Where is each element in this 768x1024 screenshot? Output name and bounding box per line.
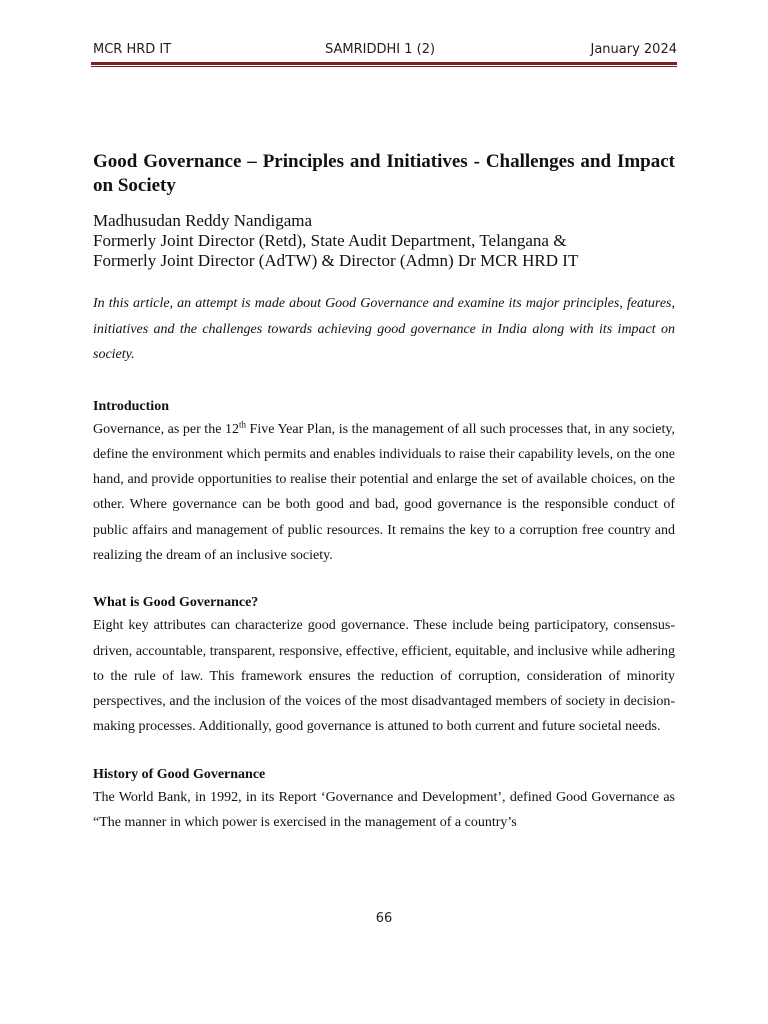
- author-affiliation-1: Formerly Joint Director (Retd), State Audit Department, Telangana &: [93, 231, 567, 250]
- article-abstract: In this article, an attempt is made about Good Governance and examine its major principles, features, initiatives and the challenges towards achieving good governance in India along with its impact on society.: [93, 296, 675, 362]
- header-date: January 2024: [590, 42, 677, 57]
- article-title: Good Governance – Principles and Initiatives - Challenges and Impact on Society: [93, 151, 675, 196]
- section-heading-introduction: Introduction: [93, 398, 169, 414]
- history-paragraph: The World Bank, in 1992, in its Report ‘Governance and Development’, defined Good Governance as “The manner in which power is exercised in the management of a country’s: [93, 789, 675, 831]
- section-heading-what-is: What is Good Governance?: [93, 595, 259, 611]
- what-is-paragraph: Eight key attributes can characterize good governance. These include being participatory, consensus-driven, accountable, transparent, responsive, effective, efficient, equitable, and inclusive while adhering to the rule of law. This framework ensures the reduction of corruption, consideration of minority perspectives, and the inclusion of the voices of the most disadvantaged members of society in decision-making processes. Additionally, good governance is attuned to both current and future societal needs.: [93, 618, 675, 735]
- section-what-is-good-governance: [93, 593, 675, 739]
- header-journal-issue: SAMRIDDHI 1 (2): [325, 42, 436, 57]
- header-rule-thick: [91, 62, 677, 65]
- page-number: 66: [375, 911, 393, 926]
- header-rule-thin: [91, 66, 677, 67]
- article-body: [93, 150, 675, 835]
- author-affiliation-2: Formerly Joint Director (AdTW) & Director (Admn) Dr MCR HRD IT: [93, 251, 579, 270]
- author-name: Madhusudan Reddy Nandigama: [93, 211, 313, 230]
- intro-text-rest: Five Year Plan, is the management of all such processes that, in any society, define the environment which permits and enables individuals to raise their capability levels, on the one hand, and provide opportunities to realise their potential and enlarge the set of available choices, on the other. Where governance can be both good and bad, good governance is the responsible conduct of public affairs and management of public resources. It remains the key to a corruption free country and realizing the dream of an inclusive society.: [93, 421, 675, 563]
- header-journal-org: MCR HRD IT: [93, 42, 172, 57]
- intro-text-start: Governance, as per the 12: [93, 421, 239, 437]
- ordinal-superscript: th: [238, 418, 246, 429]
- section-introduction: [93, 397, 675, 569]
- section-history: [93, 765, 675, 836]
- section-heading-history: History of Good Governance: [93, 766, 266, 782]
- running-header: [93, 42, 677, 62]
- introduction-paragraph: [93, 417, 675, 569]
